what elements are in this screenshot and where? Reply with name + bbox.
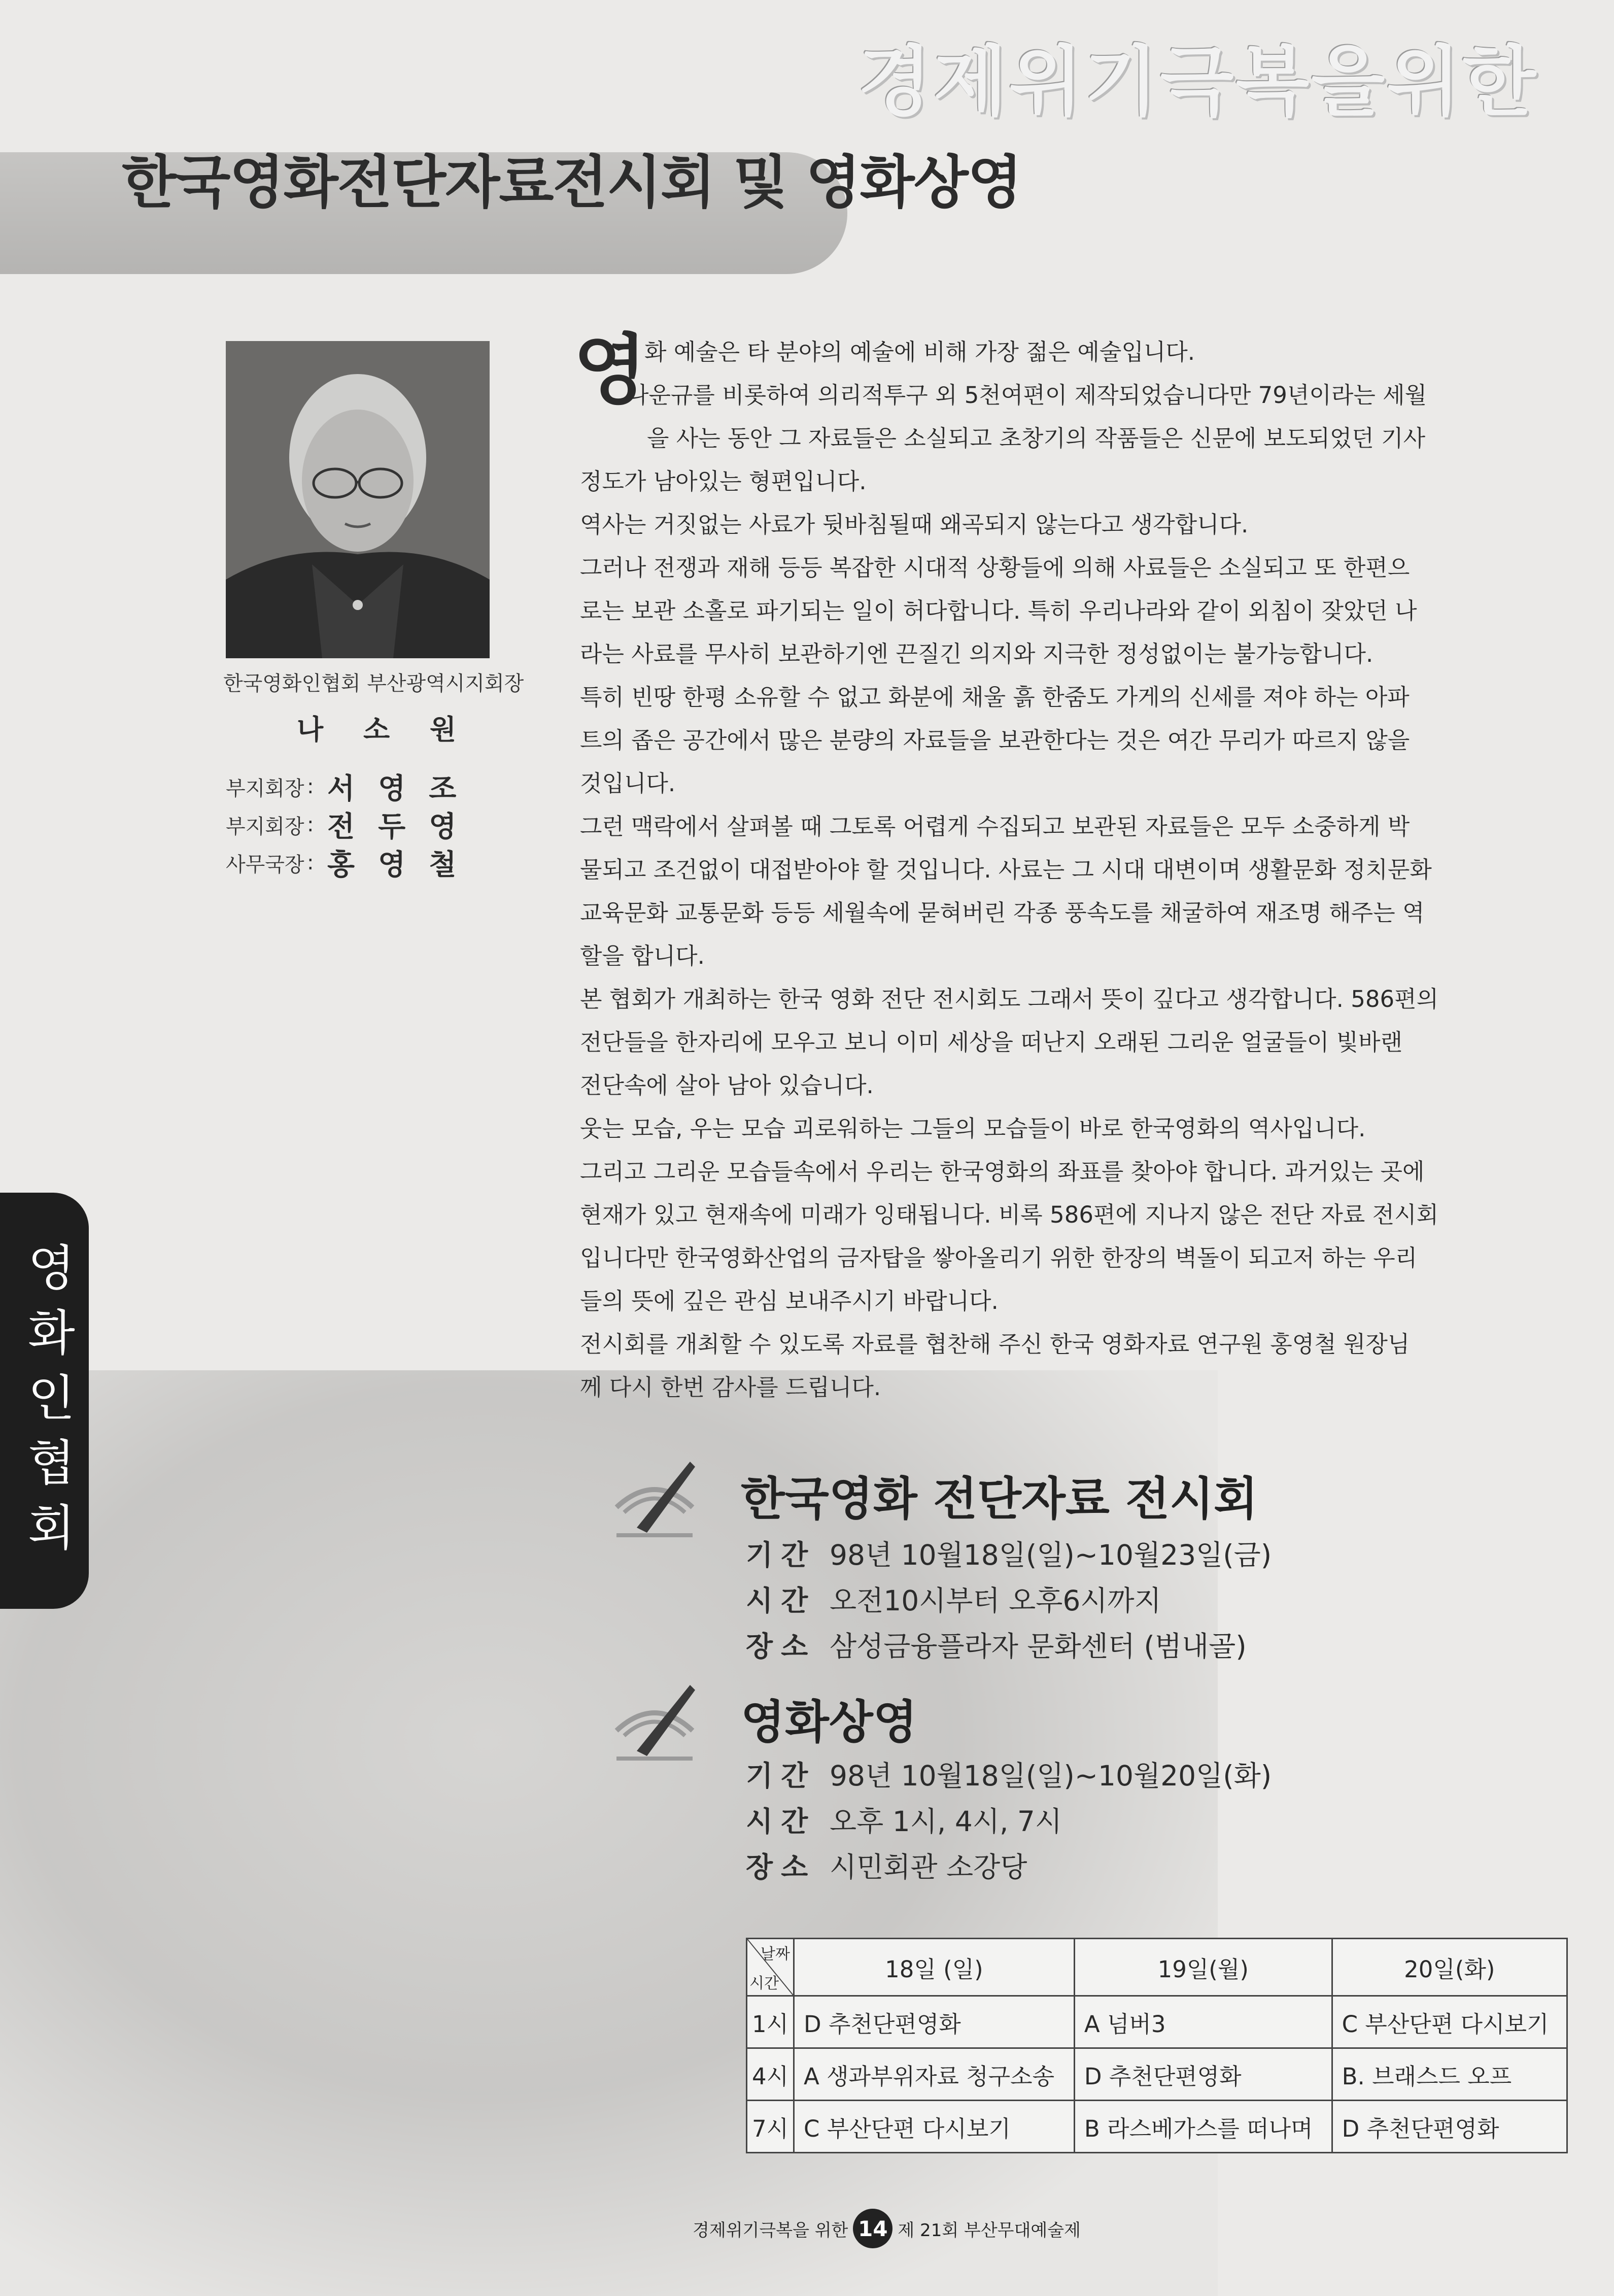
schedule-cell: B. 브래스드 오프 [1332,2048,1567,2101]
body-line: 그리고 그리운 모습들속에서 우리는 한국영화의 좌표를 찾아야 합니다. 과거있는 곳에 [580,1158,1425,1185]
body-line: 들의 뜻에 깊은 관심 보내주시기 바랍니다. [580,1288,999,1314]
corner-date-label: 날짜 [761,1945,790,1963]
table-header-row [747,1939,1567,1996]
body-line: 을 사는 동안 그 자료들은 소실되고 초창기의 작품들은 신문에 보도되었던 기사 [647,425,1426,452]
time-cell: 4시 [747,2048,794,2101]
event-detail-value: 삼성금융플라자 문화센터 (범내골) [830,1630,1247,1663]
body-line: 것입니다. [580,770,676,797]
date-header: 20일(화) [1332,1939,1567,1996]
schedule-cell: D 추천단편영화 [1074,2048,1332,2101]
body-line: 화 예술은 타 분야의 예술에 비해 가장 젊은 예술입니다. [644,339,1195,365]
body-line: 그런 맥락에서 살펴볼 때 그토록 어렵게 수집되고 보관된 자료들은 모두 소중하게 박 [580,813,1410,840]
event-detail-label: 기간 [746,1539,816,1571]
schedule-cell: A 넘버3 [1074,1996,1332,2048]
time-cell: 7시 [747,2101,794,2153]
schedule-cell: D 추천단편영화 [1332,2101,1567,2153]
event-detail-row [746,1533,1272,1573]
body-line: 물되고 조건없이 대접받아야 할 것입니다. 사료는 그 시대 대변이며 생활문화 정치문화 [580,856,1432,883]
footer-left-text: 경제위기극복을 위한 [693,2220,848,2241]
officer-role: 사무국장 [226,853,304,876]
event-detail-label: 장소 [746,1630,816,1663]
officer-row: 부지회장 : 서영조 [226,766,479,807]
body-line: 특히 빈땅 한평 소유할 수 없고 화분에 채울 흙 한줌도 가게의 신세를 져야 하는 아파 [580,684,1410,711]
body-line: 할을 합니다. [580,942,705,969]
event-detail-row [746,1578,1161,1618]
officer-name: 전두영 [327,811,480,843]
officer-role: 부지회장 [226,815,304,838]
body-line: 현재가 있고 현재속에 미래가 잉태됩니다. 비록 586편에 지나지 않은 전단 자료 전시회 [580,1201,1439,1228]
date-header: 19일(월) [1074,1939,1332,1996]
event-detail-row [746,1624,1247,1664]
schedule-cell: A 생과부위자료 청구소송 [794,2048,1075,2101]
film-logo-icon [606,1675,703,1766]
officer-role: 부지회장 [226,776,304,800]
body-line: 본 협회가 개최하는 한국 영화 전단 전시회도 그래서 뜻이 깊다고 생각합니다. 586편의 [580,986,1439,1012]
officer-name: 홍영철 [327,849,480,882]
body-line: 전시회를 개최할 수 있도록 자료를 협찬해 주신 한국 영화자료 연구원 홍영철 원장님 [580,1331,1410,1358]
body-line: 교육문화 교통문화 등등 세월속에 묻혀버린 각종 풍속도를 채굴하여 재조명 해주는 역 [580,899,1425,926]
body-line: 나운규를 비롯하여 의리적투구 외 5천여편이 제작되었습니다만 79년이라는 세월 [627,382,1427,409]
schedule-cell: D 추천단편영화 [794,1996,1075,2048]
body-line: 그러나 전쟁과 재해 등등 복잡한 시대적 상황들에 의해 사료들은 소실되고 또 한편으 [580,554,1410,581]
profile-caption: 한국영화인협회 부산광역시지회장 [223,672,524,695]
body-line: 정도가 남아있는 형편입니다. [580,468,867,495]
officer-name: 서영조 [327,772,480,805]
event-detail-value: 98년 10월18일(일)~10월23일(금) [830,1539,1272,1571]
table-row [747,1996,1567,2048]
screening-schedule-table [746,1938,1568,2153]
body-line: 웃는 모습, 우는 모습 괴로워하는 그들의 모습들이 바로 한국영화의 역사입니다. [580,1115,1366,1142]
event-detail-value: 오전10시부터 오후6시까지 [830,1584,1161,1617]
page-title: 한국영화전단자료전시회 및 영화상영 [122,150,1022,216]
event-detail-value: 시민회관 소강당 [830,1851,1027,1883]
time-cell: 1시 [747,1996,794,2048]
body-line: 전단들을 한자리에 모우고 보니 이미 세상을 떠난지 오래된 그리운 얼굴들이 빛바랜 [580,1029,1403,1056]
portrait-photo [226,341,490,658]
body-line: 로는 보관 소홀로 파기되는 일이 허다합니다. 특히 우리나라와 같이 외침이 잦았던 나 [580,597,1417,624]
drop-cap: 영 [573,326,647,415]
event-detail-label: 시간 [746,1805,816,1838]
schedule-cell: B 라스베가스를 떠나며 [1074,2101,1332,2153]
schedule-cell: C 부산단편 다시보기 [794,2101,1075,2153]
event-detail-row [746,1845,1027,1885]
header-watermark: 경제위기극복을위한 [857,38,1538,126]
film-logo-icon [606,1451,703,1543]
event-detail-value: 오후 1시, 4시, 7시 [830,1805,1062,1838]
event-detail-value: 98년 10월18일(일)~10월20일(화) [830,1760,1272,1792]
event-detail-label: 장소 [746,1851,816,1883]
body-line: 라는 사료를 무사히 보관하기엔 끈질긴 의지와 지극한 정성없이는 불가능합니다. [580,640,1373,667]
event-title: 영화상영 [741,1696,917,1749]
president-name: 나 소 원 [297,714,472,746]
page-number: 14 [853,2209,892,2248]
side-tab-label: 영화인협회 [28,1240,75,1557]
body-line: 트의 좁은 공간에서 많은 분량의 자료들을 보관한다는 것은 여간 무리가 따르지 않을 [580,727,1410,754]
date-header: 18일 (일) [794,1939,1075,1996]
corner-time-label: 시간 [749,1975,779,1993]
page-footer [693,2208,1081,2249]
table-row [747,2101,1567,2153]
schedule-cell: C 부산단편 다시보기 [1332,1996,1567,2048]
officer-row: 부지회장 : 전두영 [226,804,479,845]
footer-right-text: 제 21회 부산무대예술제 [898,2220,1081,2241]
body-line: 입니다만 한국영화산업의 금자탑을 쌓아올리기 위한 한장의 벽돌이 되고저 하는 우리 [580,1244,1418,1271]
table-corner-cell [747,1939,794,1996]
body-line: 전단속에 살아 남아 있습니다. [580,1072,874,1099]
body-line: 께 다시 한번 감사를 드립니다. [580,1374,881,1401]
event-detail-label: 시간 [746,1584,816,1617]
body-line: 역사는 거짓없는 사료가 뒷바침될때 왜곡되지 않는다고 생각합니다. [580,511,1249,538]
event-detail-label: 기간 [746,1760,816,1792]
officer-row: 사무국장 : 홍영철 [226,842,479,883]
event-detail-row [746,1799,1062,1839]
table-row [747,2048,1567,2101]
event-detail-row [746,1753,1272,1794]
event-title: 한국영화 전단자료 전시회 [741,1472,1258,1526]
